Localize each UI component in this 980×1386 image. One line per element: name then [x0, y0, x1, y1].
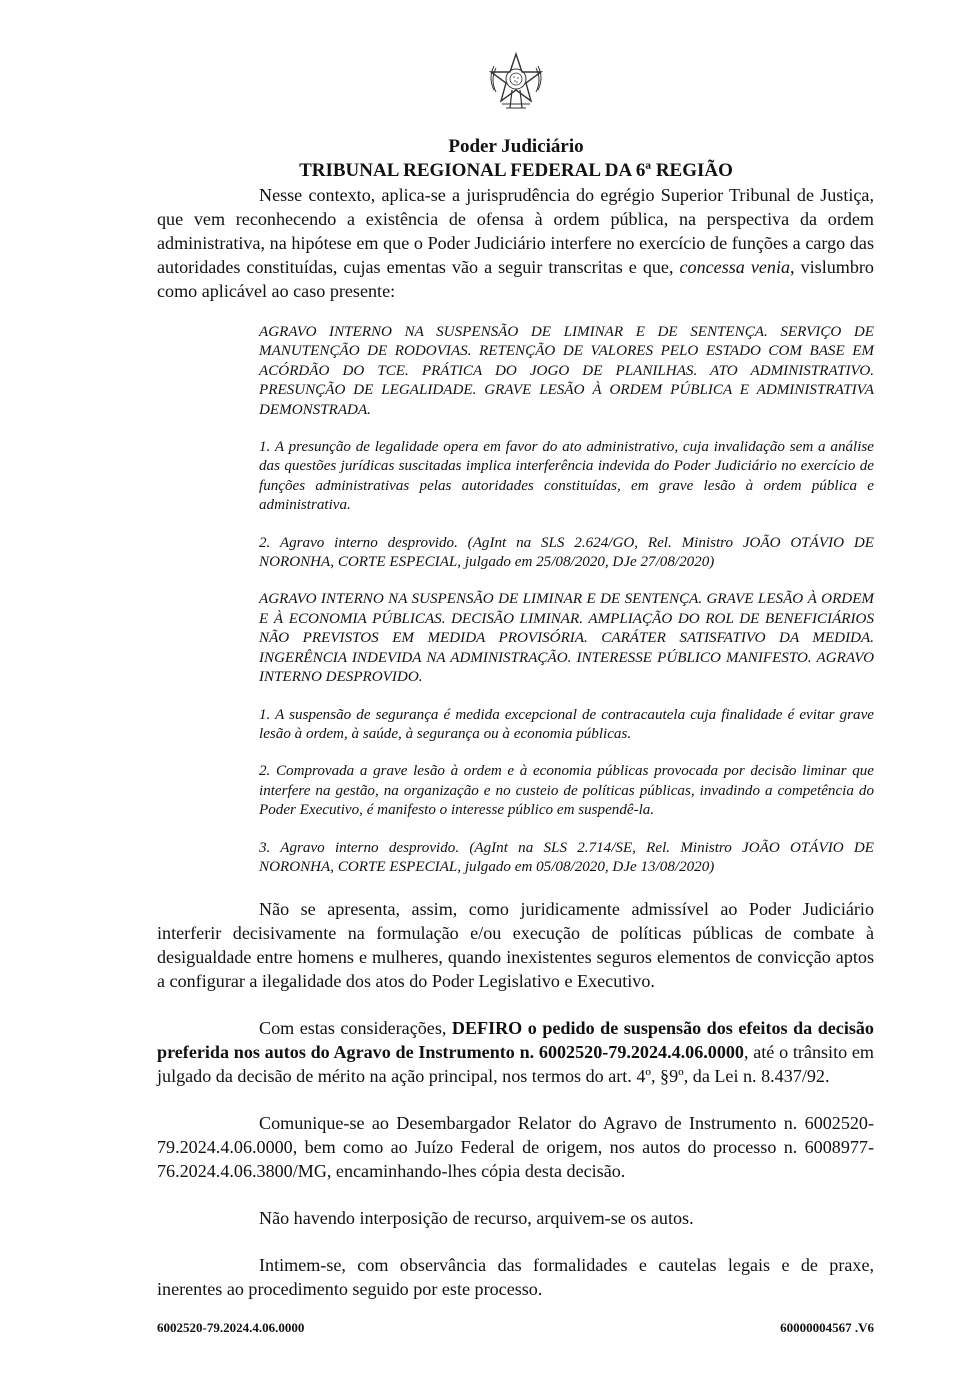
footer-process-number: 6002520-79.2024.4.06.0000: [157, 1320, 305, 1335]
quote-ementa-1-item-1: 1. A presunção de legalidade opera em favor do ato administrativo, cuja invalidação sem a análise das questões jurídicas suscitadas implica interferência indevida do Poder Judiciário no exercício de funções administrativas pelas autoridades constituídas, em grave lesão à ordem pública e administrativa.: [259, 439, 874, 514]
quote-ementa-2-item-3: 3. Agravo interno desprovido. (AgInt na SLS 2.714/SE, Rel. Ministro JOÃO OTÁVIO DE NORONHA, CORTE ESPECIAL, julgado em 05/08/2020, DJe 13/08/2020): [259, 839, 874, 875]
quote-ementa-1: AGRAVO INTERNO NA SUSPENSÃO DE LIMINAR E DE SENTENÇA. SERVIÇO DE MANUTENÇÃO DE RODOVIAS. RETENÇÃO DE VALORES PELO ESTADO COM BASE EM ACÓRDÃO DO TCE. PRÁTICA DO JOGO DE PLANILHAS. ATO ADMINISTRATIVO. PRESUNÇÃO DE LEGALIDADE. GRAVE LESÃO À ORDEM PÚBLICA E ADMINISTRATIVA DEMONSTRADA.: [259, 324, 874, 418]
quote-ementa-2-item-1: 1. A suspensão de segurança é medida excepcional de contracautela cuja finalidade é evitar grave lesão à ordem, à saúde, à segurança ou à economia públicas.: [259, 706, 874, 742]
paragraph-archive: Não havendo interposição de recurso, arquivem-se os autos.: [259, 1208, 694, 1229]
paragraph-decision: Com estas considerações, DEFIRO o pedido de suspensão dos efeitos da decisão preferida nos autos do Agravo de Instrumento n. 6002520-79.2024.4.06.0000, até o trânsito em julgado da decisão de mérito na ação principal, nos termos do art. 4º, §9º, da Lei n. 8.437/92.: [157, 1018, 874, 1087]
footer-document-id: 60000004567 .V6: [780, 1320, 874, 1335]
header-court-name: TRIBUNAL REGIONAL FEDERAL DA 6ª REGIÃO: [299, 160, 733, 181]
intro-paragraph: Nesse contexto, aplica-se a jurisprudência do egrégio Superior Tribunal de Justiça, que vem reconhecendo a existência de ofensa à ordem pública, na perspectiva da ordem administrativa, na hipótese em que o Poder Judiciário interfere no exercício de funções a cargo das autoridades constituídas, cujas ementas vão a seguir transcritas e que, concessa venia, vislumbro como aplicável ao caso presente:: [157, 185, 874, 301]
brasao-republica-icon: [484, 50, 548, 114]
quote-ementa-1-item-2: 2. Agravo interno desprovido. (AgInt na SLS 2.624/GO, Rel. Ministro JOÃO OTÁVIO DE NORONHA, CORTE ESPECIAL, julgado em 25/08/2020, DJe 27/08/2020): [259, 534, 874, 571]
quote-ementa-2: AGRAVO INTERNO NA SUSPENSÃO DE LIMINAR E DE SENTENÇA. GRAVE LESÃO À ORDEM E À ECONOMIA PÚBLICAS. DECISÃO LIMINAR. AMPLIAÇÃO DO ROL DE BENEFICIÁRIOS NÃO PREVISTOS EM MEDIDA PROVISÓRIA. CARÁTER SATISFATIVO DA MEDIDA. INGERÊNCIA INDEVIDA NA ADMINISTRAÇÃO. INTERESSE PÚBLICO MANIFESTO. AGRAVO INTERNO DESPROVIDO.: [259, 591, 874, 686]
document-body: [157, 183, 874, 1301]
header-court-branch: Poder Judiciário: [448, 136, 584, 157]
paragraph-admissibility: Não se apresenta, assim, como juridicamente admissível ao Poder Judiciário interferir decisivamente na formulação e/ou execução de políticas públicas de combate à desigualdade entre homens e mulheres, quando inexistentes seguros elementos de convicção aptos a configurar a ilegalidade dos atos do Poder Legislativo e Executivo.: [157, 899, 874, 992]
paragraph-notification: Intimem-se, com observância das formalidades e cautelas legais e de praxe, inerentes ao procedimento seguido por este processo.: [157, 1255, 874, 1300]
paragraph-communication: Comunique-se ao Desembargador Relator do Agravo de Instrumento n. 6002520-79.2024.4.06.0000, bem como ao Juízo Federal de origem, nos autos do processo n. 6008977-76.2024.4.06.3800/MG, encaminhando-lhes cópia desta decisão.: [157, 1113, 874, 1182]
quote-ementa-2-item-2: 2. Comprovada a grave lesão à ordem e à economia públicas provocada por decisão liminar que interfere na gestão, na organização e no custeio de políticas públicas, invadindo a competência do Poder Executivo, é manifesto o interesse público em suspendê-la.: [259, 763, 874, 819]
